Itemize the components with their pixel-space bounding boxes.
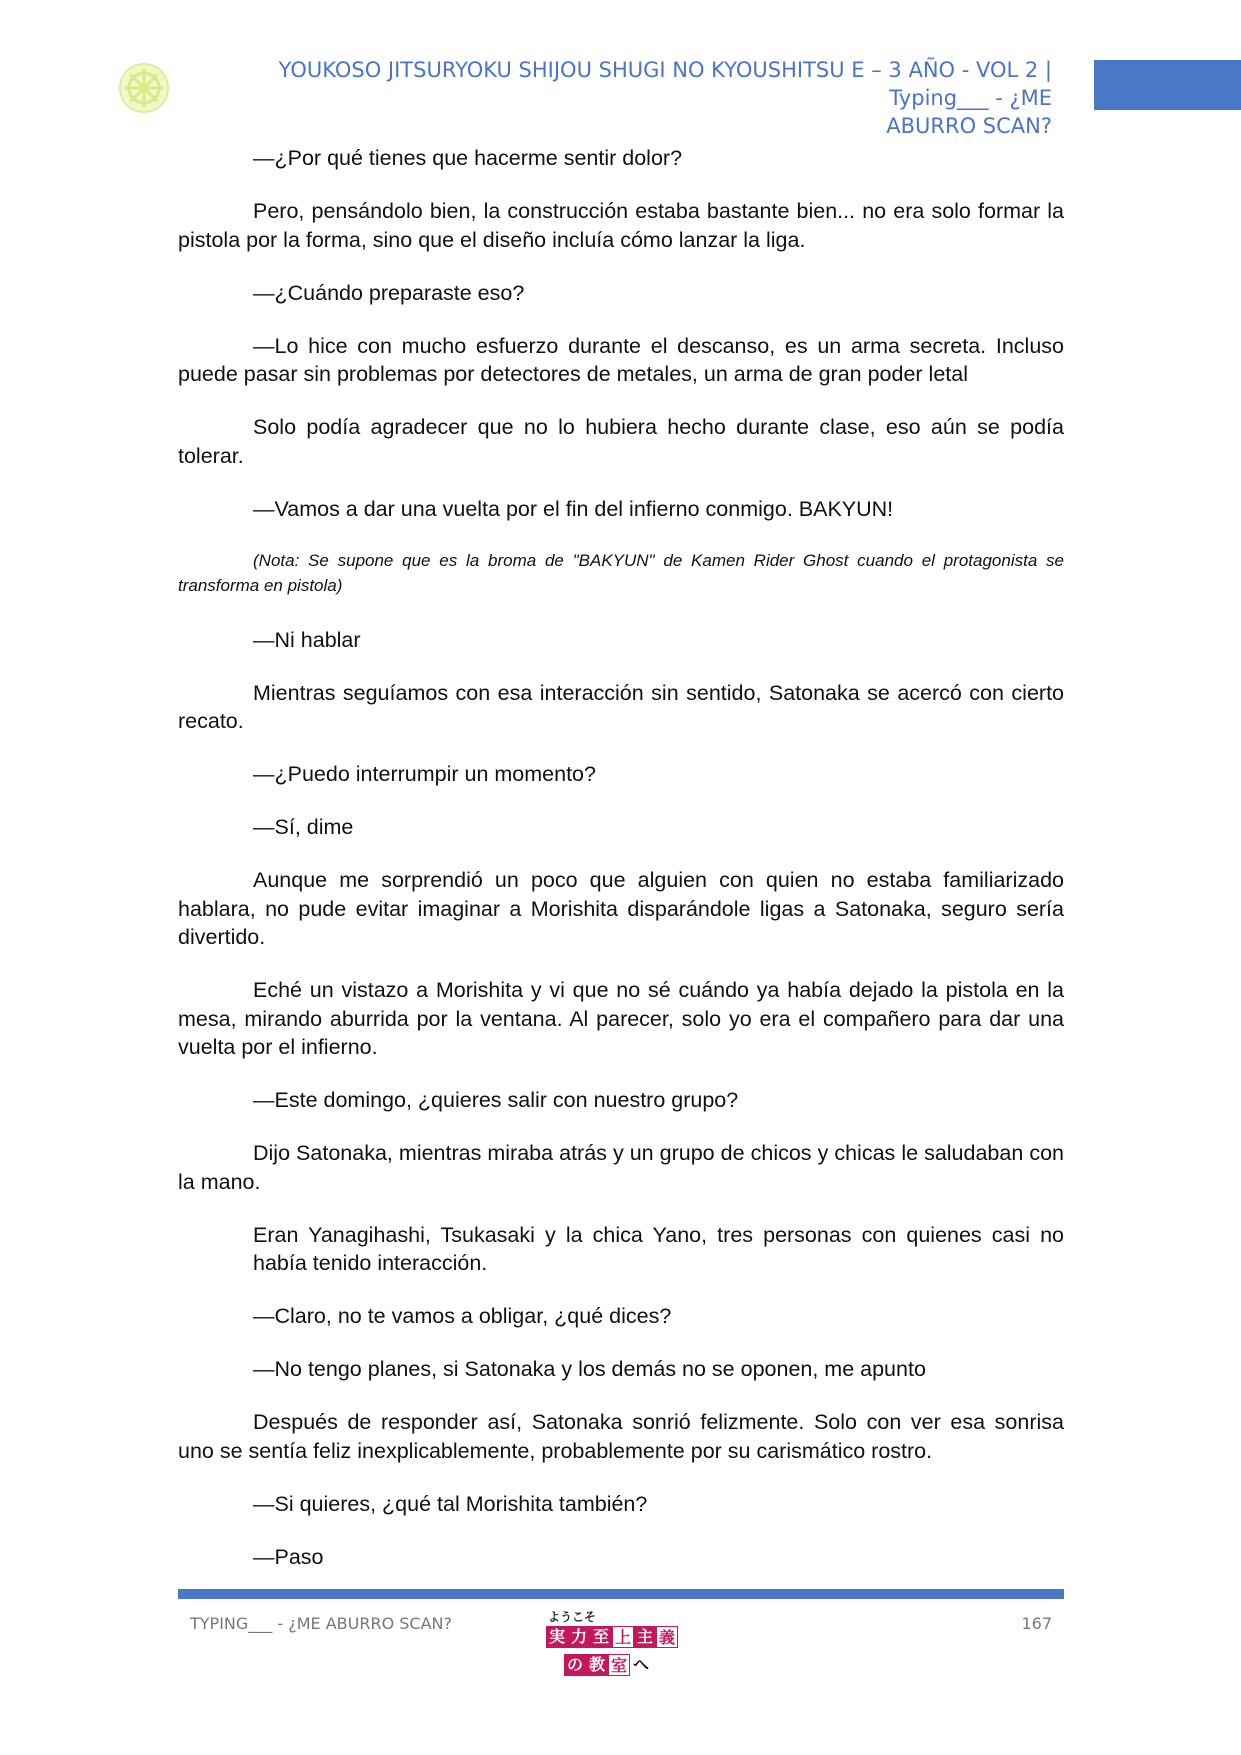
series-logo-char: 上 [612,1626,634,1648]
paragraph: Solo podía agradecer que no lo hubiera hecho durante clase, eso aún se podía tolerar. [178,415,1064,468]
paragraph: Eran Yanagihashi, Tsukasaki y la chica Yano, tres personas con quienes casi no había tenido interacción. [253,1222,1064,1275]
series-logo-char: の [564,1654,586,1676]
translator-note: (Nota: Se supone que es la broma de "BAKYUN" de Kamen Rider Ghost cuando el protagonista se transforma en pistola) [178,550,1064,595]
paragraph: —¿Por qué tienes que hacerme sentir dolor? [253,146,683,170]
paragraph: —¿Cuándo preparaste eso? [253,280,525,305]
footer-credit: TYPING___ - ¿ME ABURRO SCAN? [190,1614,452,1633]
series-logo-top: ようこそ [548,1610,597,1624]
header-title-line1: YOUKOSO JITSURYOKU SHIJOU SHUGI NO KYOUSHITSU E – 3 AÑO - VOL 2 | Typing___ - ¿ME [278,58,1052,110]
series-logo [546,1608,696,1678]
paragraph: Mientras seguíamos con esa interacción sin sentido, Satonaka se acercó con cierto recato. [178,680,1064,733]
paragraph: —Sí, dime [253,815,354,839]
footer-divider [178,1589,1064,1599]
paragraph: —¿Puedo interrumpir un momento? [253,762,596,786]
paragraph: —Ni hablar [253,627,361,652]
series-logo-char: 実 [546,1626,568,1648]
series-logo-char: へ [630,1654,652,1676]
header-accent-bar [1094,60,1241,110]
paragraph: Eché un vistazo a Morishita y vi que no sé cuándo ya había dejado la pistola en la mesa, mirando aburrida por la ventana. Al parecer, solo yo era el compañero para dar una vuelta por el infierno. [178,978,1064,1059]
paragraph: —Lo hice con mucho esfuerzo durante el descanso, es un arma secreta. Incluso puede pasar sin problemas por detectores de metales, un arma de gran poder letal [178,333,1064,386]
header-title [190,56,1052,140]
series-logo-char: 教 [586,1654,608,1676]
paragraph: —Si quieres, ¿qué tal Morishita también? [253,1491,648,1516]
page-number: 167 [1021,1614,1052,1633]
paragraph: —Paso [253,1544,324,1569]
paragraph: —No tengo planes, si Satonaka y los demás no se oponen, me apunto [253,1357,926,1381]
paragraph: Dijo Satonaka, mientras miraba atrás y un grupo de chicos y chicas le saludaban con la mano. [178,1141,1064,1194]
page-content [178,144,1064,1596]
series-logo-char: 力 [568,1626,590,1648]
wheel-emblem-icon [118,62,170,114]
series-logo-char: 義 [656,1626,678,1648]
series-logo-char: 主 [634,1626,656,1648]
paragraph: —Este domingo, ¿quieres salir con nuestro grupo? [253,1088,739,1112]
paragraph: —Claro, no te vamos a obligar, ¿qué dices? [253,1304,672,1328]
paragraph: —Vamos a dar una vuelta por el fin del infierno conmigo. BAKYUN! [253,496,894,521]
paragraph: Después de responder así, Satonaka sonrió felizmente. Solo con ver esa sonrisa uno se sentía feliz inexplicablemente, probablemente por su carismático rostro. [178,1410,1064,1463]
series-logo-char: 至 [590,1626,612,1648]
paragraph: Pero, pensándolo bien, la construcción estaba bastante bien... no era solo formar la pistola por la forma, sino que el diseño incluía cómo lanzar la liga. [178,199,1064,252]
header-title-line2: ABURRO SCAN? [886,114,1052,138]
paragraph: Aunque me sorprendió un poco que alguien con quien no estaba familiarizado hablara, no pude evitar imaginar a Morishita disparándole ligas a Satonaka, seguro sería divertido. [178,868,1064,949]
series-logo-char: 室 [608,1654,630,1676]
